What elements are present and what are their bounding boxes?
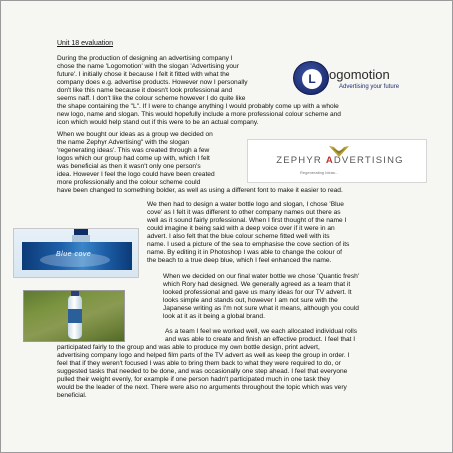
text-line: name. I used a picture of the sea to emphasise the cove section of its [147,241,350,249]
text-line: We then had to design a water bottle logo and slogan, I chose 'Blue [147,201,344,208]
logomotion-logo [293,61,423,97]
zephyr-word-2: DVERTISING [333,155,404,166]
logo-letter: L [302,69,322,89]
paragraph-5 [165,328,429,344]
text-line: new logo, name and slogan. This would hopefully include a more professional colour scheme and [57,111,341,119]
paragraph-5-wide [57,344,429,400]
text-line: could imagine it being said with a deep voice over if it were in an [147,225,335,233]
grass-bottle-cap [71,291,79,296]
paragraph-2 [57,131,243,187]
text-line: look at it as it being a global brand. [163,313,265,321]
paragraph-1 [57,55,289,103]
zephyr-logo [247,139,427,183]
text-line: seems naff. I don't like the colour scheme however I do quite like [57,95,246,103]
paragraph-2-wide [57,187,429,195]
text-line: 'regenerating ideas'. This was created through a few [57,147,210,155]
text-line: When we bought our ideas as a group we decided on [57,131,213,138]
text-line: icon which would help stand out if this were to be an actual company. [57,119,259,127]
text-line: name. By editing it in Photoshop I was able to change the colour of [147,249,343,257]
text-line: looks simple and stands out, however I am not sure with the [163,297,338,305]
blue-cove-bottle-image [13,228,139,278]
zephyr-wordmark [260,155,420,166]
text-line: cove' as I felt it was different to other company names out there as [147,209,341,217]
text-line: company does e.g. advertise products. However now I personally [57,79,248,87]
text-line: the name Zephyr Advertising" with the slogan [57,139,190,147]
grass-bottle-label [68,309,82,323]
text-line: During the production of designing an advertising company I [57,55,233,62]
paragraph-3 [147,201,429,265]
text-line: feel that if they weren't focused I was able to bring them back to what they were required to do, or [57,360,341,368]
paragraph-1-wide [57,103,429,127]
text-line: would be the leader of the next. There were also no arguments throughout the topic which was very [57,384,347,392]
text-line: have been changed to something bolder, as well as using a different font to make it easier to read. [57,187,343,194]
document-heading: Unit 18 evaluation [57,40,114,47]
text-line: Japanese writing as I'm not sure what it means, although you could [163,305,359,313]
text-line: When we decided on our final water bottle we chose 'Quantic fresh' [163,273,360,280]
text-line: well as it sound fairly professional. When I first thought of the name I [147,217,347,225]
text-line: more professionally and the colour scheme could [57,179,201,187]
text-line: don't like this name because it doesn't look professional and [57,87,233,95]
logo-tagline: Advertising your future [339,84,400,90]
text-line: suggested tasks that needed to be done, and was occasionally one step ahead. I feel that everyone [57,368,348,376]
text-line: pulled their weight evenly, for example if one person hadn't participated much in one task they [57,376,331,384]
text-line: advertising company logo and helped film parts of the TV advert as well as keep the group in order. I [57,352,350,360]
text-line: logos which our group had come up with, which I felt [57,155,210,163]
text-line: future'. I initially chose it because I felt it fitted with what the [57,71,230,79]
text-line: idea. However I feel the logo could have been created [57,171,215,179]
paragraph-4 [163,273,429,321]
quantic-fresh-bottle-image [23,290,125,342]
text-line: was beneficial as then it wasn't only one person's [57,163,201,171]
text-line: participated fairly to the group and was able to produce my own bottle design, print advert, [57,344,320,351]
text-line: and was able to create and finish an effective product. I feel that I [165,336,356,344]
logo-wordmark: ogomotion [329,67,390,82]
logo-circle-icon [293,61,329,95]
text-line: As a team I feel we worked well, we each allocated individual rolls [165,328,358,335]
text-line: which Rory had designed. We generally agreed as a team that it [163,281,351,289]
text-line: looked professional and gave us many ideas for our TV advert. It [163,289,352,297]
text-line: the shape containing the "L". If I were to change anything I would probably come up with a whole [57,103,339,110]
text-line: chose the name 'Logomotion' with the slogan 'Advertising your [57,63,239,71]
text-line: the beach to a true deep blue, which I feel enhanced the name. [147,257,332,265]
zephyr-tagline: Regenerating Ideas... [300,170,339,175]
text-line: beneficial. [57,392,87,400]
bottle-brand: Blue cove [56,251,92,258]
zephyr-word-1: ZEPHYR [276,155,326,166]
zephyr-word-accent: A [325,155,334,166]
text-line: advert. I also felt that the blue colour scheme fitted well with its [147,233,330,241]
